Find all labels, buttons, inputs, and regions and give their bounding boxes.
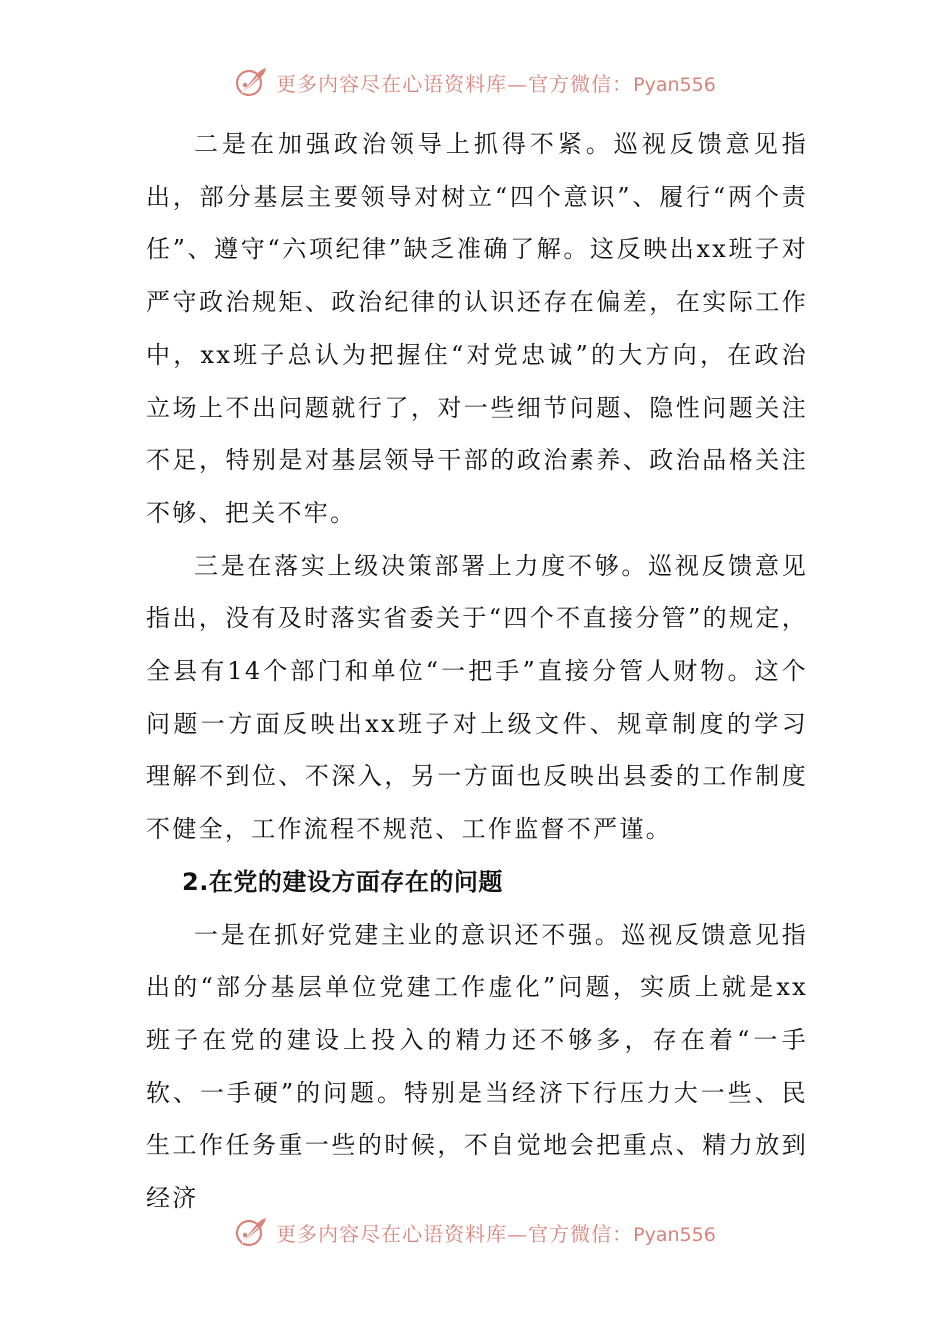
pen-feather-logo-icon [234,1215,268,1249]
footer-watermark [0,1212,950,1252]
paragraph: 二是在加强政治领导上抓得不紧。巡视反馈意见指出，部分基层主要领导对树立“四个意识”、履行“两个责任”、遵守“六项纪律”缺乏准确了解。这反映出xx班子对严守政治规矩、政治纪律的认识还存在偏差，在实际工作中，xx班子总认为把握住“对党忠诚”的大方向，在政治立场上不出问题就行了，对一些细节问题、隐性问题关注不足，特别是对基层领导干部的政治素养、政治品格关注不够、把关不牢。 [146,130,808,527]
section-heading: 2.在党的建设方面存在的问题 [182,867,503,896]
watermark-text: 更多内容尽在心语资料库—官方微信：Pyan556 [276,71,716,96]
watermark-text: 更多内容尽在心语资料库—官方微信：Pyan556 [276,1221,716,1246]
header-watermark [0,62,950,102]
paragraph: 三是在落实上级决策部署上力度不够。巡视反馈意见指出，没有及时落实省委关于“四个不直接分管”的规定，全县有14个部门和单位“一把手”直接分管人财物。这个问题一方面反映出xx班子对上级文件、规章制度的学习理解不到位、不深入，另一方面也反映出县委的工作制度不健全，工作流程不规范、工作监督不严谨。 [146,551,808,844]
paragraph: 一是在抓好党建主业的意识还不强。巡视反馈意见指出的“部分基层单位党建工作虚化”问题，实质上就是xx班子在党的建设上投入的精力还不够多，存在着“一手软、一手硬”的问题。特别是当经济下行压力大一些、民生工作任务重一些的时候，不自觉地会把重点、精力放到经济 [146,920,808,1213]
pen-feather-logo-icon [234,65,268,99]
document-body [146,118,808,1225]
